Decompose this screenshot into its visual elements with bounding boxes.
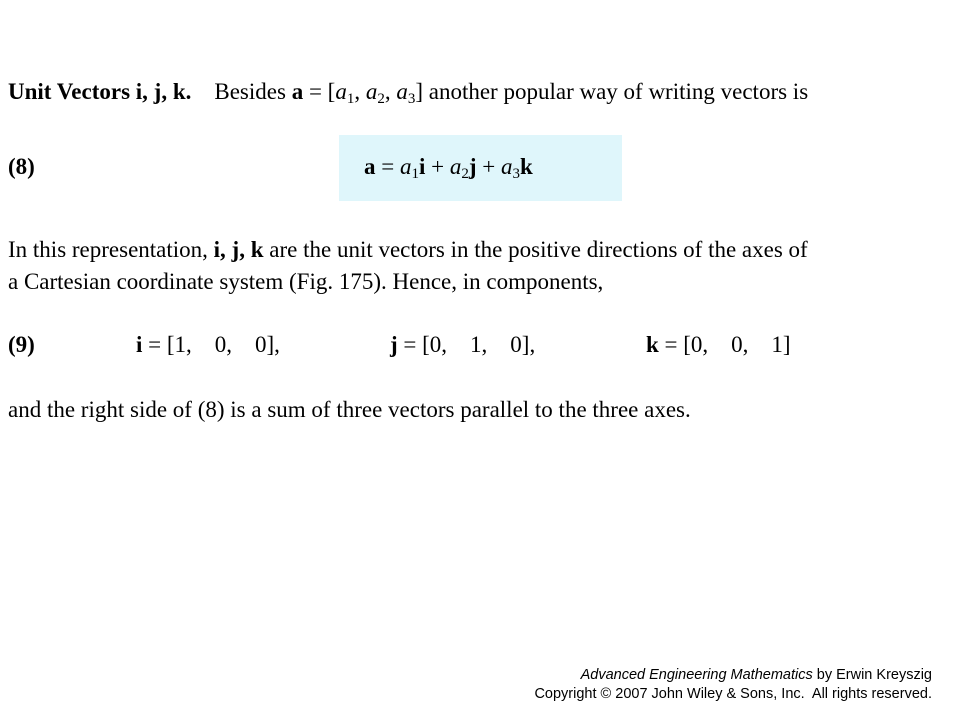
eq8-k: k	[520, 154, 533, 179]
eq8-a: a	[364, 154, 376, 179]
footer-book-title: Advanced Engineering Mathematics	[580, 667, 813, 683]
eq8-a2: a	[449, 154, 462, 179]
eq8-sub1: 1	[411, 166, 419, 182]
footer-copyright: Copyright © 2007 John Wiley & Sons, Inc. All rights reserved.	[534, 686, 932, 702]
eq9-i-symbol: i	[136, 332, 143, 357]
eq8-i: i	[418, 154, 426, 179]
equation-8	[364, 154, 533, 180]
eq8-sub2: 2	[461, 166, 469, 182]
a2-symbol: a	[365, 79, 378, 104]
paragraph-sum: and the right side of (8) is a sum of three vectors parallel to the three axes.	[8, 397, 691, 422]
eq8-plus: +	[482, 154, 496, 179]
eq9-i-value: = [1, 0, 0],	[148, 332, 280, 357]
equation-9-i	[136, 332, 280, 358]
vector-a-symbol: a	[291, 79, 304, 104]
eq9-j-symbol: j	[390, 332, 398, 357]
a1-symbol: a	[335, 79, 347, 104]
para1-start: In this representation,	[8, 237, 208, 262]
eq9-k-symbol: k	[646, 332, 659, 357]
intro-equals: = [	[308, 79, 336, 104]
equation-9-j	[390, 332, 535, 358]
eq8-equals: =	[381, 154, 395, 179]
eq8-j: j	[468, 154, 477, 179]
eq8-plus: +	[431, 154, 445, 179]
eq9-j-value: = [0, 1, 0],	[403, 332, 536, 357]
intro-text-before: Besides	[214, 79, 286, 104]
comma: ,	[354, 79, 361, 104]
para1-ijk: i, j, k	[213, 237, 264, 262]
intro-line	[8, 78, 808, 106]
comma: ,	[384, 79, 391, 104]
paragraph-cartesian: a Cartesian coordinate system (Fig. 175). Hence, in components,	[8, 269, 604, 294]
intro-text-after: another popular way of writing vectors is	[428, 79, 809, 104]
a1-subscript: 1	[346, 91, 355, 107]
eq8-sub3: 3	[512, 166, 521, 182]
equation-9-k	[646, 332, 791, 358]
eq8-a3: a	[501, 154, 513, 179]
paragraph-representation	[8, 236, 808, 264]
a3-subscript: 3	[407, 91, 416, 107]
footer-book-line	[534, 666, 932, 685]
equation-9-label: (9)	[8, 332, 35, 357]
footer-citation	[534, 666, 932, 704]
para1-rest: are the unit vectors in the positive directions of the axes of	[269, 237, 808, 262]
close-bracket: ]	[415, 79, 423, 104]
eq8-a1: a	[399, 154, 412, 179]
a3-symbol: a	[396, 79, 408, 104]
footer-author: by Erwin Kreyszig	[812, 667, 932, 683]
equation-8-label: (8)	[8, 154, 35, 179]
eq9-k-value: = [0, 0, 1]	[664, 332, 791, 357]
section-heading: Unit Vectors i, j, k.	[8, 79, 192, 104]
a2-subscript: 2	[377, 91, 385, 107]
